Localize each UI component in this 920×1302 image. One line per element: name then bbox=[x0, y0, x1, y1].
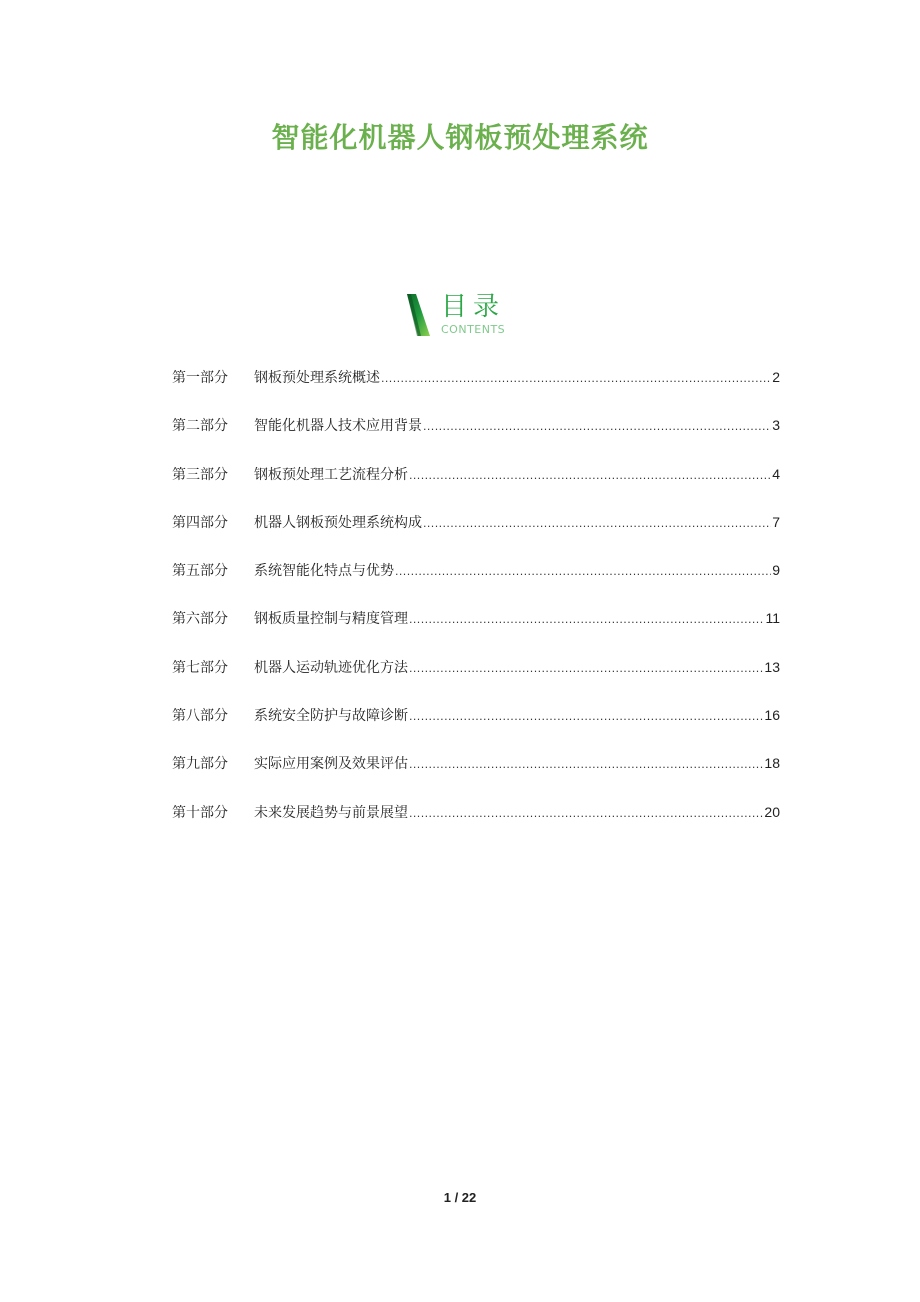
toc-entry-page: 18 bbox=[764, 755, 780, 772]
toc-entry-page: 2 bbox=[772, 369, 780, 385]
toc-heading-title: 目录 bbox=[441, 292, 506, 322]
toc-entry-page: 20 bbox=[764, 803, 780, 820]
toc-entry[interactable] bbox=[172, 752, 780, 800]
toc-entry[interactable] bbox=[172, 801, 780, 849]
toc-entry[interactable] bbox=[172, 559, 780, 607]
toc-entry[interactable] bbox=[172, 656, 780, 704]
toc-entry-page: 16 bbox=[764, 707, 780, 724]
toc-entry-part: 第一部分 bbox=[172, 370, 228, 386]
toc-entry[interactable] bbox=[172, 607, 780, 655]
page-number: 1 / 22 bbox=[443, 1190, 477, 1205]
document-title: 智能化机器人钢板预处理系统 bbox=[271, 121, 649, 154]
toc-entry-page: 4 bbox=[772, 465, 780, 482]
toc-entry-leader bbox=[395, 561, 771, 583]
toc-entry-part: 第十部分 bbox=[172, 804, 228, 821]
book-spine-icon bbox=[405, 294, 431, 336]
toc-entry-leader bbox=[409, 609, 764, 631]
toc-entry-leader bbox=[423, 513, 771, 535]
toc-entry-title: 钢板质量控制与精度管理 bbox=[254, 611, 408, 628]
toc-entry[interactable] bbox=[172, 704, 780, 752]
toc-entry-title: 机器人钢板预处理系统构成 bbox=[254, 514, 422, 531]
toc-entry-leader bbox=[409, 803, 763, 825]
toc-entry-leader bbox=[409, 658, 763, 680]
toc-entry-title: 系统安全防护与故障诊断 bbox=[254, 708, 408, 725]
toc-entry-page: 7 bbox=[772, 513, 780, 530]
toc-entry[interactable] bbox=[172, 511, 780, 559]
toc-entry-part: 第六部分 bbox=[172, 611, 228, 628]
toc-entry-title: 智能化机器人技术应用背景 bbox=[254, 418, 422, 435]
toc-entry[interactable] bbox=[172, 463, 780, 511]
toc-entry-part: 第七部分 bbox=[172, 659, 228, 676]
toc-entry-leader bbox=[409, 754, 763, 776]
toc-entry-leader bbox=[423, 416, 771, 438]
toc-entry-part: 第九部分 bbox=[172, 756, 228, 773]
toc-entry[interactable] bbox=[172, 366, 780, 414]
toc-entry-title: 机器人运动轨迹优化方法 bbox=[254, 659, 408, 676]
toc-entry-part: 第四部分 bbox=[172, 514, 228, 531]
toc-entry-part: 第二部分 bbox=[172, 418, 228, 435]
toc-entry-page: 3 bbox=[772, 417, 780, 434]
toc-entry-leader bbox=[381, 368, 771, 390]
toc-entry-title: 钢板预处理系统概述 bbox=[254, 370, 380, 386]
toc-entry-title: 未来发展趋势与前景展望 bbox=[254, 804, 408, 821]
toc-entry-part: 第三部分 bbox=[172, 466, 228, 483]
toc-entry-title: 钢板预处理工艺流程分析 bbox=[254, 466, 408, 483]
toc-entry-page: 9 bbox=[772, 562, 780, 579]
toc-entry-leader bbox=[409, 706, 763, 728]
toc-entry-title: 实际应用案例及效果评估 bbox=[254, 756, 408, 773]
toc-list bbox=[172, 366, 780, 849]
toc-entry-leader bbox=[409, 465, 771, 487]
toc-entry-page: 11 bbox=[765, 610, 780, 627]
toc-entry[interactable] bbox=[172, 414, 780, 462]
toc-entry-page: 13 bbox=[764, 658, 780, 675]
toc-heading-subtitle: CONTENTS bbox=[441, 323, 506, 336]
toc-entry-title: 系统智能化特点与优势 bbox=[254, 563, 394, 580]
toc-heading bbox=[405, 294, 525, 340]
toc-entry-part: 第五部分 bbox=[172, 563, 228, 580]
toc-entry-part: 第八部分 bbox=[172, 708, 228, 725]
